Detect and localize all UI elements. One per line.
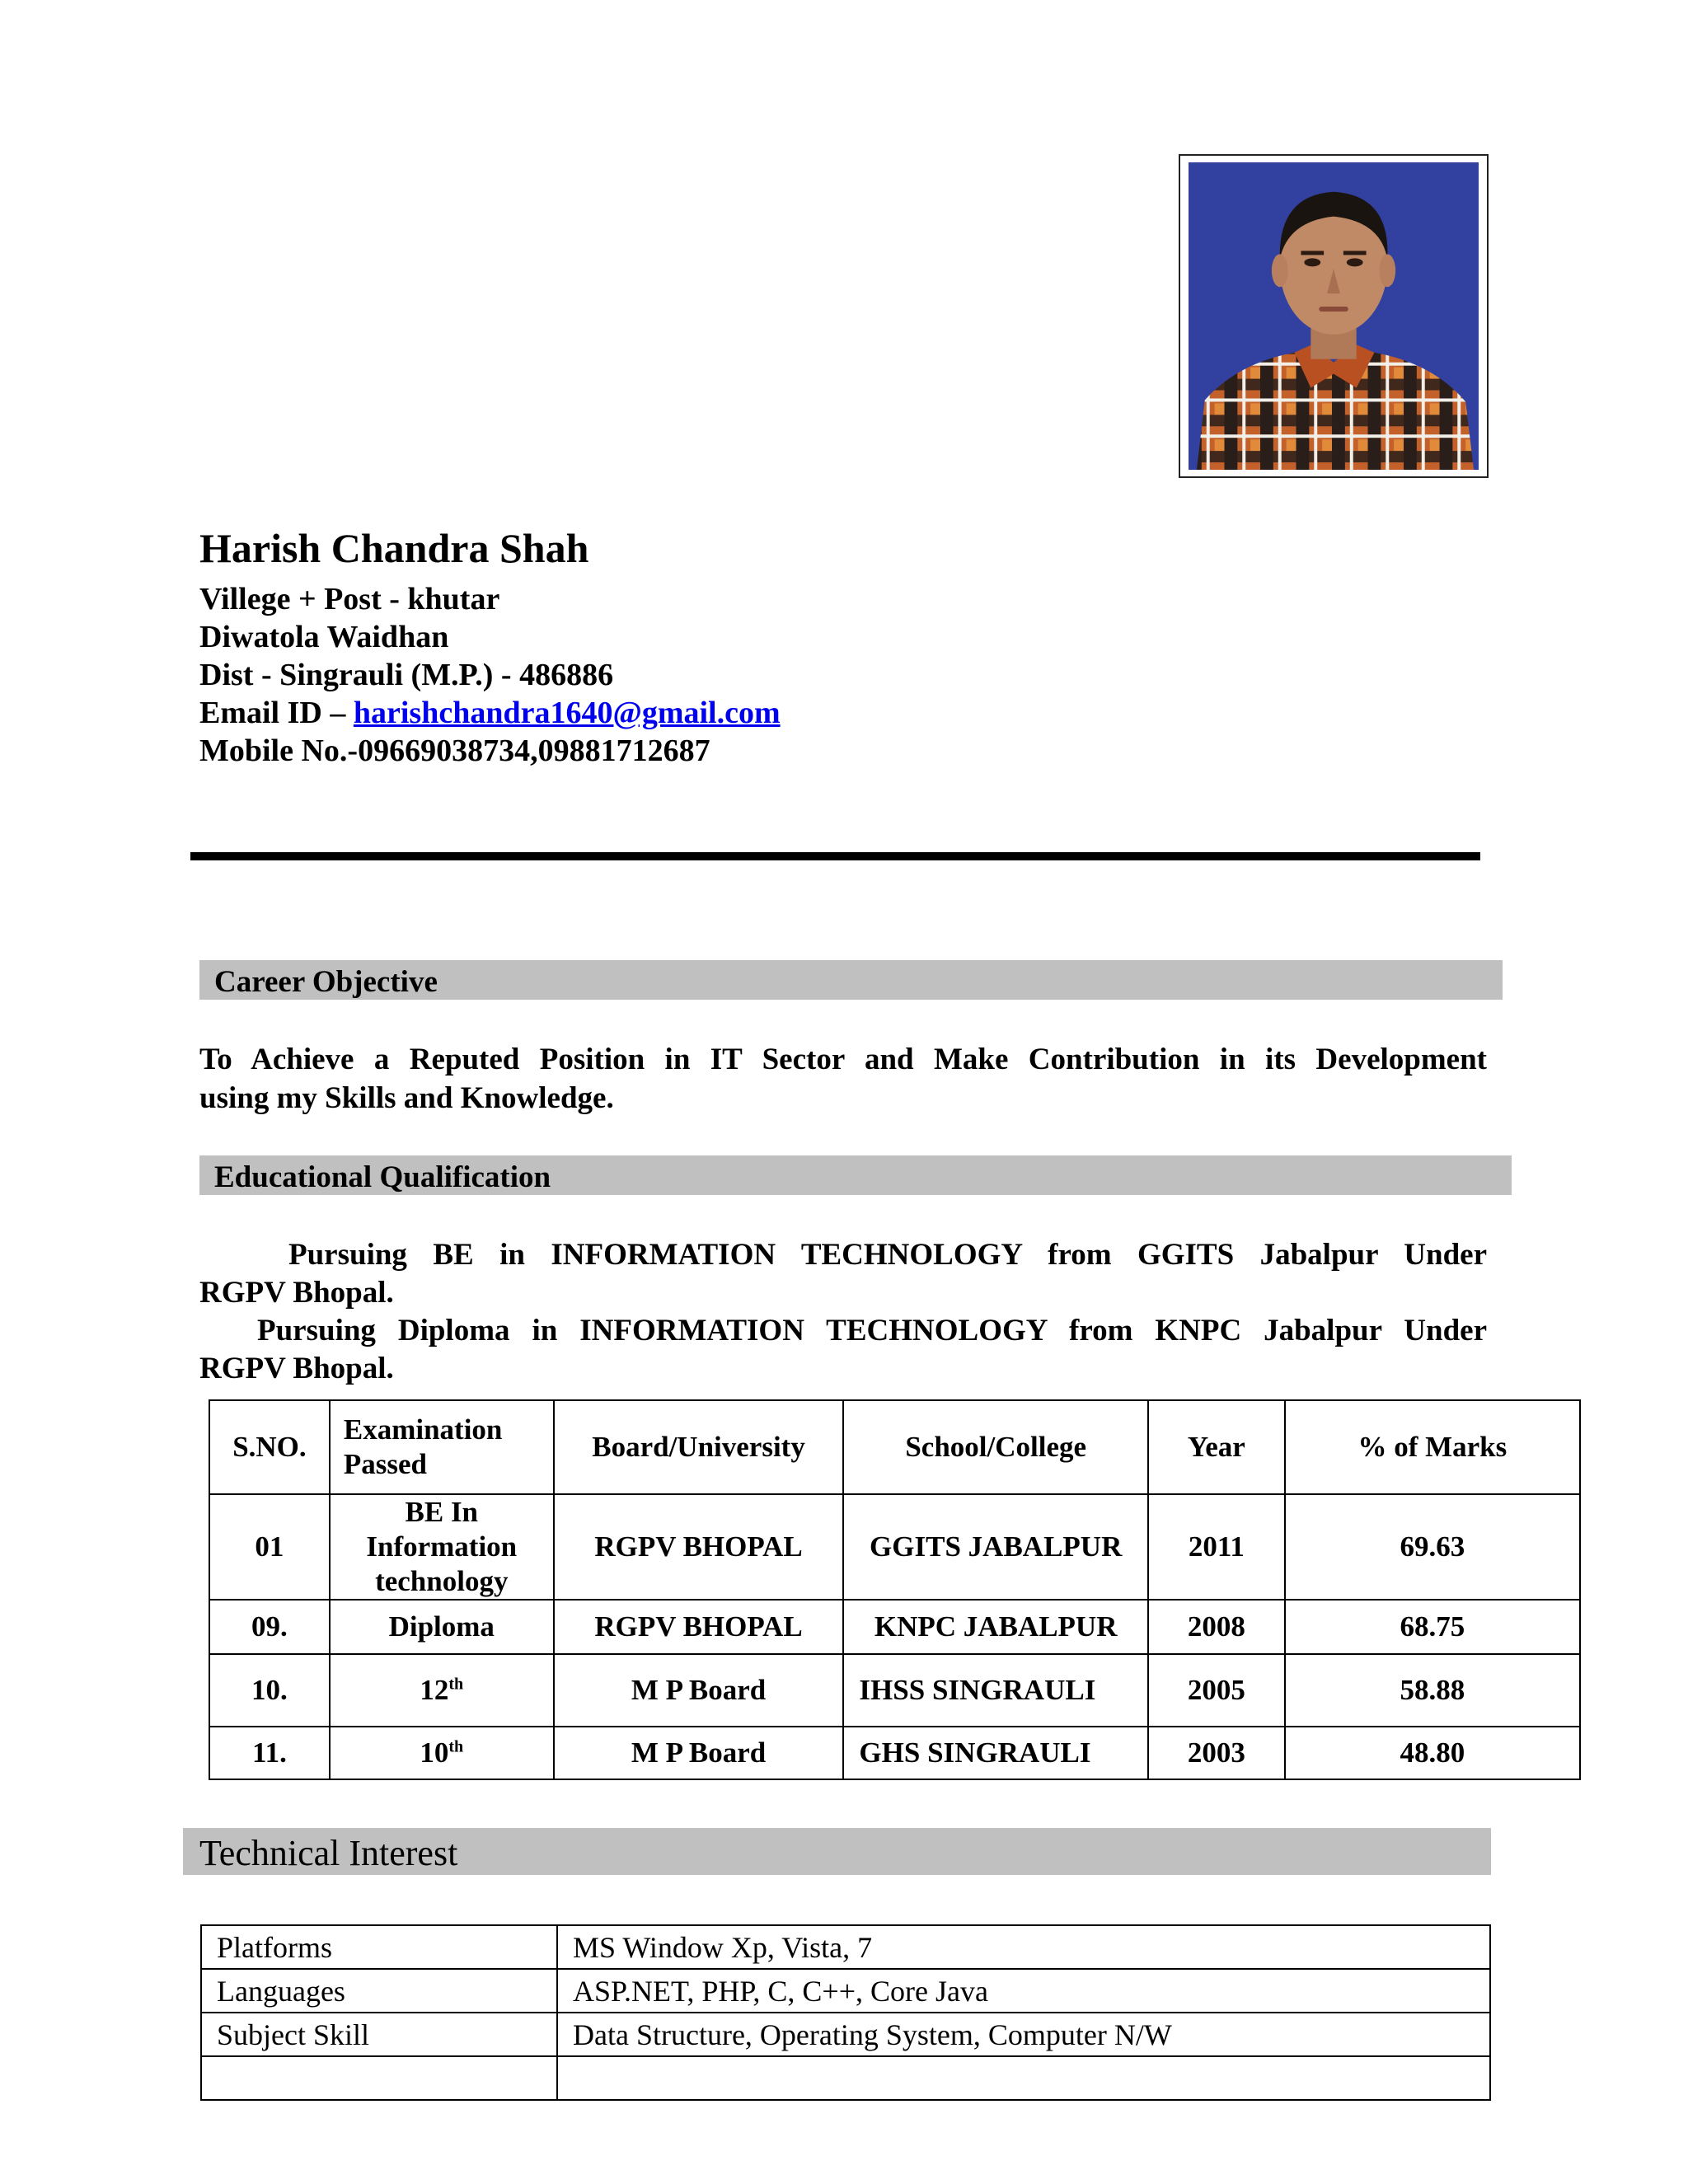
cell-exam <box>330 1654 554 1727</box>
col-marks: % of Marks <box>1285 1400 1580 1494</box>
cell-marks: 58.88 <box>1285 1654 1580 1727</box>
cell-exam-sup: th <box>448 1737 464 1756</box>
technical-heading-text: Technical Interest <box>199 1833 458 1873</box>
cell-marks: 69.63 <box>1285 1494 1580 1600</box>
col-sno: S.NO. <box>209 1400 330 1494</box>
section-heading-technical <box>183 1828 1491 1875</box>
tech-value <box>557 2056 1490 2100</box>
col-year: Year <box>1148 1400 1285 1494</box>
cell-exam: Diploma <box>330 1600 554 1654</box>
cell-marks: 68.75 <box>1285 1600 1580 1654</box>
cell-exam <box>330 1727 554 1779</box>
table-row <box>201 2056 1490 2100</box>
cell-sno: 01 <box>209 1494 330 1600</box>
cell-marks: 48.80 <box>1285 1727 1580 1779</box>
education-table <box>209 1399 1581 1780</box>
cell-year: 2008 <box>1148 1600 1285 1654</box>
contact-block <box>199 580 781 770</box>
cell-year: 2003 <box>1148 1727 1285 1779</box>
career-line-2: using my Skills and Knowledge. <box>199 1081 614 1115</box>
email-link[interactable]: harishchandra1640@gmail.com <box>353 696 781 730</box>
career-line-1: To Achieve a Reputed Position in IT Sector and Make Contribution in its Development <box>199 1043 1487 1076</box>
edu-para1-line1: Pursuing BE in INFORMATION TECHNOLOGY from GGITS Jabalpur Under <box>288 1238 1487 1272</box>
address-line-1: Villege + Post - khutar <box>199 582 500 616</box>
edu-para2-line1: Pursuing Diploma in INFORMATION TECHNOLOGY from KNPC Jabalpur Under <box>257 1314 1487 1347</box>
tech-key: Subject Skill <box>201 2013 557 2056</box>
col-school: School/College <box>843 1400 1148 1494</box>
tech-key: Platforms <box>201 1925 557 1969</box>
section-heading-education: Educational Qualification <box>199 1155 1512 1195</box>
cell-sno: 09. <box>209 1600 330 1654</box>
table-row <box>201 1925 1490 1969</box>
cell-exam-line3: technology <box>375 1565 509 1597</box>
cell-sno: 10. <box>209 1654 330 1727</box>
cell-board: RGPV BHOPAL <box>554 1600 844 1654</box>
cell-year: 2005 <box>1148 1654 1285 1727</box>
cell-exam-value: 10 <box>420 1736 449 1769</box>
profile-photo <box>1179 154 1489 478</box>
table-row <box>209 1494 1580 1600</box>
header-divider <box>190 852 1480 860</box>
cell-board: RGPV BHOPAL <box>554 1494 844 1600</box>
cell-school: GHS SINGRAULI <box>843 1727 1148 1779</box>
table-row <box>209 1600 1580 1654</box>
table-row <box>201 1969 1490 2013</box>
tech-value: Data Structure, Operating System, Computer N/W <box>557 2013 1490 2056</box>
section-heading-career: Career Objective <box>199 960 1503 1000</box>
mobile-line: Mobile No.-09669038734,09881712687 <box>199 733 710 768</box>
cell-exam-value: 12 <box>420 1674 449 1706</box>
tech-key <box>201 2056 557 2100</box>
tech-value: MS Window Xp, Vista, 7 <box>557 1925 1490 1969</box>
col-board: Board/University <box>554 1400 844 1494</box>
education-summary <box>199 1236 1487 1388</box>
email-label: Email ID – <box>199 696 354 730</box>
email-line <box>199 694 781 732</box>
tech-value: ASP.NET, PHP, C, C++, Core Java <box>557 1969 1490 2013</box>
cell-school: IHSS SINGRAULI <box>843 1654 1148 1727</box>
cell-sno: 11. <box>209 1727 330 1779</box>
table-row <box>209 1727 1580 1779</box>
address-line-3: Dist - Singrauli (M.P.) - 486886 <box>199 658 614 692</box>
cell-exam-line1: BE In <box>405 1496 479 1528</box>
address-line-2: Diwatola Waidhan <box>199 620 449 654</box>
cell-board: M P Board <box>554 1727 844 1779</box>
cell-exam-line2: Information <box>366 1530 518 1563</box>
cell-board: M P Board <box>554 1654 844 1727</box>
cell-exam <box>330 1494 554 1600</box>
edu-para2-line2: RGPV Bhopal. <box>199 1352 394 1385</box>
col-exam-line2: Passed <box>343 1448 427 1480</box>
col-exam <box>330 1400 554 1494</box>
table-row <box>209 1654 1580 1727</box>
table-header-row <box>209 1400 1580 1494</box>
cell-exam-sup: th <box>448 1675 464 1694</box>
profile-photo-image <box>1189 162 1479 470</box>
tech-key: Languages <box>201 1969 557 2013</box>
candidate-name: Harish Chandra Shah <box>199 525 589 571</box>
table-row <box>201 2013 1490 2056</box>
col-exam-line1: Examination <box>343 1413 503 1446</box>
cell-year: 2011 <box>1148 1494 1285 1600</box>
technical-table <box>200 1924 1491 2101</box>
cell-school: KNPC JABALPUR <box>843 1600 1148 1654</box>
cell-school: GGITS JABALPUR <box>843 1494 1148 1600</box>
edu-para1-line2: RGPV Bhopal. <box>199 1276 394 1310</box>
career-objective-text <box>199 1040 1487 1118</box>
